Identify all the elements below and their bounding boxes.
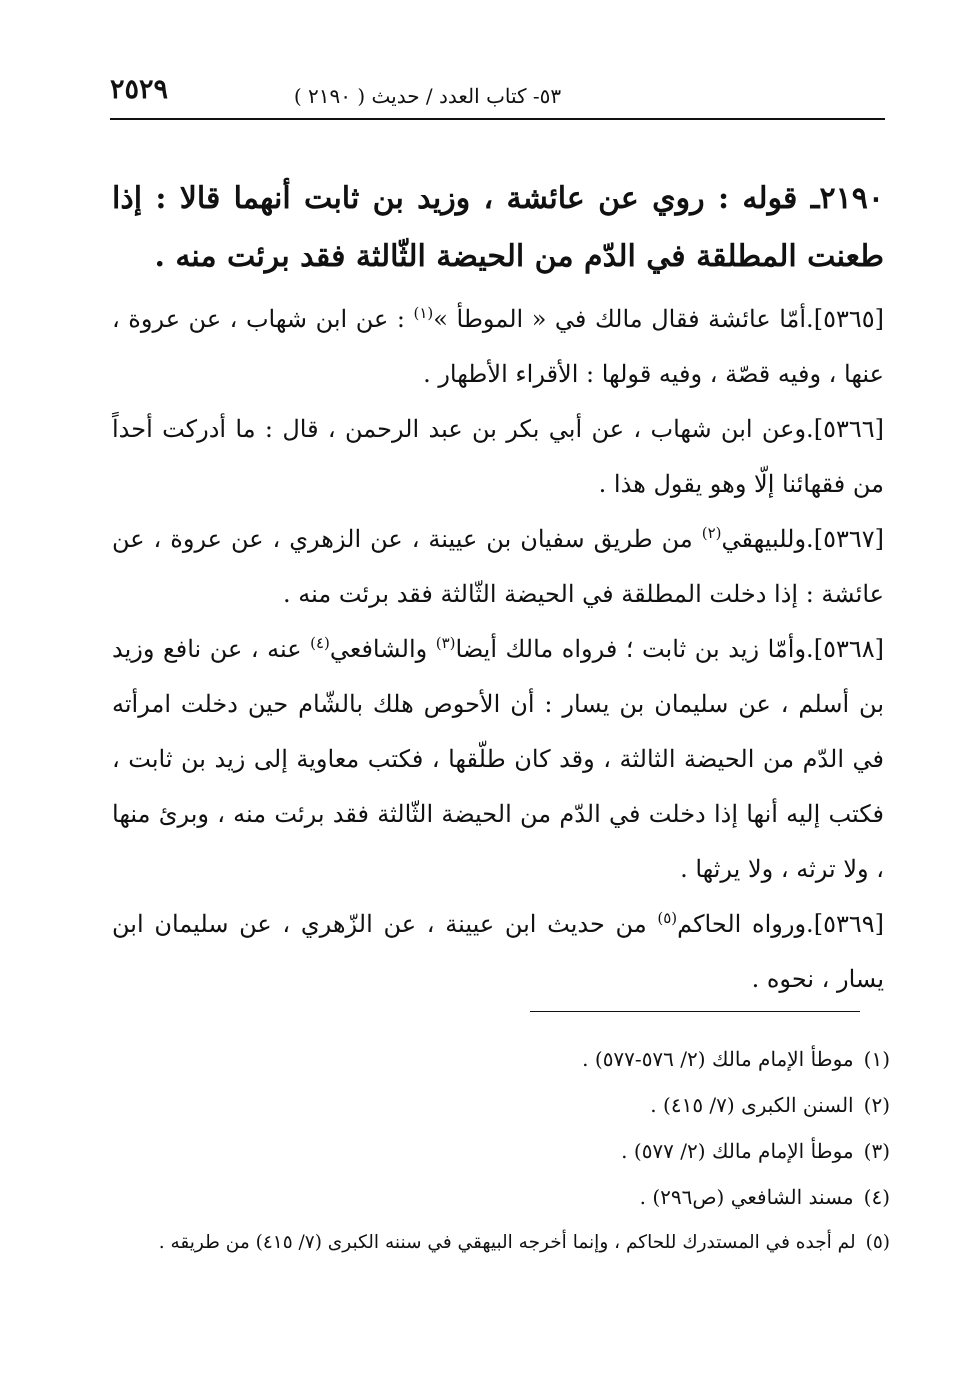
hadith-heading bbox=[112, 170, 884, 286]
footnote-item bbox=[112, 1036, 890, 1082]
reference-number: [٥٣٦٧] bbox=[813, 525, 884, 553]
footnote-item bbox=[112, 1174, 890, 1220]
footnote-text: موطأ الإمام مالك (٢/ ٥٧٧) . bbox=[621, 1139, 854, 1163]
footnote-marker[interactable]: (٥) bbox=[657, 909, 678, 927]
footnote-marker[interactable]: (٤) bbox=[310, 634, 330, 652]
footnote-number: (٤) bbox=[863, 1185, 890, 1209]
footnote-number: (١) bbox=[863, 1047, 890, 1071]
paragraph-text: .وللبيهقي bbox=[721, 525, 814, 553]
footnote-item bbox=[112, 1128, 890, 1174]
footnote-number: (٢) bbox=[863, 1093, 890, 1117]
paragraph-5369 bbox=[112, 897, 884, 1007]
paragraph-5368 bbox=[112, 622, 884, 897]
footnote-text: موطأ الإمام مالك (٢/ ٥٧٦-٥٧٧) . bbox=[582, 1047, 854, 1071]
footnote-number: (٣) bbox=[863, 1139, 890, 1163]
paragraph-text: .أمّا عائشة فقال مالك في « الموطأ » bbox=[433, 305, 814, 333]
footnote-item bbox=[112, 1082, 890, 1128]
hadith-number: ٢١٩٠ـ bbox=[810, 181, 884, 216]
footnote-divider bbox=[530, 1011, 860, 1012]
footnotes bbox=[112, 1036, 890, 1266]
paragraph-text: .وعن ابن شهاب ، عن أبي بكر بن عبد الرحمن ، قال : ما أدركت أحداً من فقهائنا إلّا وهو يقول هذا . bbox=[112, 415, 884, 498]
reference-number: [٥٣٦٩] bbox=[813, 910, 884, 938]
footnote-text: لم أجده في المستدرك للحاكم ، وإنما أخرجه البيهقي في سننه الكبرى (٧/ ٤١٥) من طريقه . bbox=[158, 1232, 856, 1253]
paragraph-5366 bbox=[112, 402, 884, 512]
footnote-text: مسند الشافعي (ص٢٩٦) . bbox=[639, 1185, 854, 1209]
footnote-marker[interactable]: (١) bbox=[413, 304, 434, 322]
footnote-item bbox=[112, 1220, 890, 1266]
paragraph-text: .ورواه الحاكم bbox=[677, 910, 814, 938]
header-divider bbox=[110, 118, 885, 120]
paragraph-5365 bbox=[112, 292, 884, 402]
footnote-text: السنن الكبرى (٧/ ٤١٥) . bbox=[650, 1093, 854, 1117]
paragraph-text: عنه ، عن نافع وزيد بن أسلم ، عن سليمان بن يسار : أن الأحوص هلك بالشّام حين دخلت امرأته في الدّم من الحيضة الثالثة ، وقد كان طلّقها ، فكتب معاوية إلى زيد بن ثابت ، فكتب إليه أنها إذا دخلت في الدّم من الحيضة الثّالثة فقد برئت منه ، وبرئ منها ، ولا ترثه ، ولا يرثها . bbox=[112, 635, 884, 883]
reference-number: [٥٣٦٨] bbox=[813, 635, 884, 663]
footnote-number: (٥) bbox=[865, 1232, 890, 1253]
paragraph-text: : عن ابن شهاب ، عن عروة ، عنها ، وفيه قصّة ، وفيه قولها : الأقراء الأطهار . bbox=[112, 305, 884, 388]
main-text bbox=[112, 170, 884, 1007]
reference-number: [٥٣٦٥] bbox=[813, 305, 884, 333]
paragraph-text: والشافعي bbox=[329, 635, 436, 663]
footnote-marker[interactable]: (٢) bbox=[701, 524, 722, 542]
running-title: ٥٣- كتاب العدد / حديث ( ٢١٩٠ ) bbox=[293, 84, 562, 108]
footnote-marker[interactable]: (٣) bbox=[435, 634, 456, 652]
paragraph-text: .وأمّا زيد بن ثابت ؛ فرواه مالك أيضا bbox=[455, 635, 814, 663]
page-header bbox=[110, 72, 885, 118]
page-number: ٢٥٢٩ bbox=[110, 74, 169, 105]
paragraph-text: من حديث ابن عيينة ، عن الزّهري ، عن سليمان ابن يسار ، نحوه . bbox=[112, 910, 884, 993]
hadith-heading-text: قوله : روي عن عائشة ، وزيد بن ثابت أنهما قالا : إذا طعنت المطلقة في الدّم من الحيضة الثّالثة فقد برئت منه . bbox=[112, 181, 884, 274]
paragraph-5367 bbox=[112, 512, 884, 622]
paragraph-text: من طريق سفيان بن عيينة ، عن الزهري ، عن عروة ، عن عائشة : إذا دخلت المطلقة في الحيضة الثّالثة فقد برئت منه . bbox=[112, 525, 884, 608]
reference-number: [٥٣٦٦] bbox=[813, 415, 884, 443]
